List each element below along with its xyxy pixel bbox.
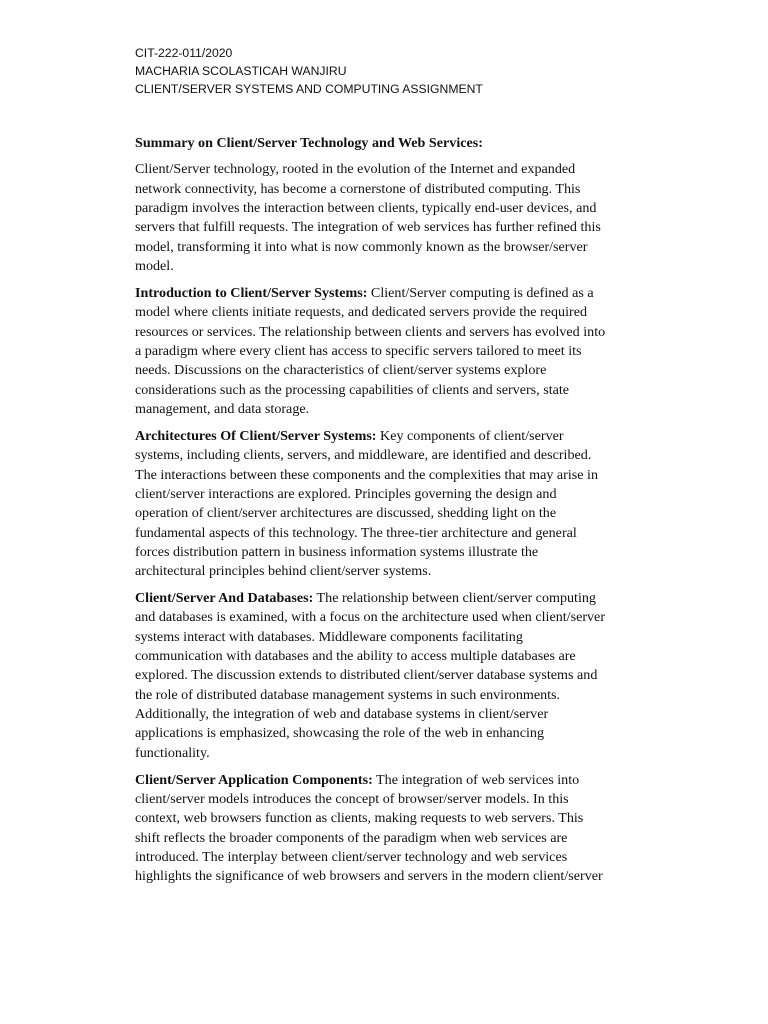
paragraph-line: the role of distributed database management systems in such environments. xyxy=(135,686,561,703)
section-heading: Client/Server Application Components: xyxy=(135,771,373,788)
paragraph-line: context, web browsers function as clients, making requests to web servers. This xyxy=(135,810,584,827)
paragraph-line: model. xyxy=(135,258,174,275)
paragraph-line: communication with databases and the ability to access multiple databases are xyxy=(135,648,576,665)
paragraph-application-components xyxy=(135,771,655,887)
student-name: MACHARIA SCOLASTICAH WANJIRU xyxy=(135,64,347,79)
paragraph-line: and databases is examined, with a focus on the architecture used when client/server xyxy=(135,609,606,626)
paragraph-line: functionality. xyxy=(135,744,210,761)
paragraph-line: client/server models introduces the concept of browser/server models. In this xyxy=(135,791,569,807)
paragraph-line: applications is emphasized, showcasing the role of the web in enhancing xyxy=(135,725,544,742)
paragraph-line: servers that fulfill requests. The integration of web services has further refined this xyxy=(135,219,601,236)
document-header xyxy=(135,44,695,99)
paragraph-first-line xyxy=(135,284,655,303)
document-body xyxy=(135,134,655,894)
paragraph-text: Key components of client/server xyxy=(376,427,564,444)
paragraph-line: client/server interactions are explored. Principles governing the design and xyxy=(135,485,557,502)
paragraph-line: systems interact with databases. Middleware components facilitating xyxy=(135,628,523,645)
paragraph-line: considerations such as the processing capabilities of clients and servers, state xyxy=(135,381,570,398)
paragraph-line: forces distribution pattern in business information systems illustrate the xyxy=(135,543,539,560)
paragraph-first-line xyxy=(135,427,655,446)
paragraph-line: resources or services. The relationship between clients and servers has evolved into xyxy=(135,323,606,340)
paragraph-line: fundamental aspects of this technology. The three-tier architecture and general xyxy=(135,524,577,541)
paragraph-line: systems, including clients, servers, and middleware, are identified and described. xyxy=(135,447,592,464)
paragraph-summary xyxy=(135,160,655,276)
paragraph-line: The interactions between these components and the complexities that may arise in xyxy=(135,466,598,483)
paragraph-line: explored. The discussion extends to distributed client/server database systems and xyxy=(135,667,598,684)
paragraph-line: model, transforming it into what is now commonly known as the browser/server xyxy=(135,238,588,255)
paragraph-first-line xyxy=(135,589,655,608)
student-id: CIT-222-011/2020 xyxy=(135,46,233,60)
paragraph-architectures xyxy=(135,427,655,582)
paragraph-introduction xyxy=(135,284,655,419)
section-heading: Architectures Of Client/Server Systems: xyxy=(135,427,377,444)
paragraph-text: The integration of web services into xyxy=(372,771,580,788)
paragraph-line: introduced. The interplay between client/server technology and web services xyxy=(135,849,568,866)
paragraph-line: architectural principles behind client/server systems. xyxy=(135,563,432,580)
paragraph-first-line xyxy=(135,771,655,790)
summary-title: Summary on Client/Server Technology and Web Services: xyxy=(135,135,483,151)
paragraph-line: model where clients initiate requests, and dedicated servers provide the required xyxy=(135,304,588,321)
paragraph-line: Client/Server technology, rooted in the evolution of the Internet and expanded xyxy=(135,161,576,178)
paragraph-line: network connectivity, has become a cornerstone of distributed computing. This xyxy=(135,180,581,197)
paragraph-line: a paradigm where every client has access to specific servers tailored to meet its xyxy=(135,342,582,359)
paragraph-line: highlights the significance of web browsers and servers in the modern client/server xyxy=(135,868,603,885)
paragraph-text: The relationship between client/server computing xyxy=(313,590,596,607)
paragraph-line: shift reflects the broader components of the paradigm when web services are xyxy=(135,829,568,846)
paragraph-databases xyxy=(135,589,655,763)
paragraph-line: needs. Discussions on the characteristics of client/server systems explore xyxy=(135,362,547,379)
assignment-title: CLIENT/SERVER SYSTEMS AND COMPUTING ASSIGNMENT xyxy=(135,82,483,97)
paragraph-line: management, and data storage. xyxy=(135,400,310,417)
paragraph-line: operation of client/server architectures are discussed, shedding light on the xyxy=(135,505,557,522)
paragraph-text: Client/Server computing is defined as a xyxy=(367,284,594,301)
section-heading: Client/Server And Databases: xyxy=(135,590,314,607)
paragraph-line: paradigm involves the interaction between clients, typically end-user devices, and xyxy=(135,200,597,217)
paragraph-line: Additionally, the integration of web and database systems in client/server xyxy=(135,706,549,723)
section-heading: Introduction to Client/Server Systems: xyxy=(135,284,368,301)
